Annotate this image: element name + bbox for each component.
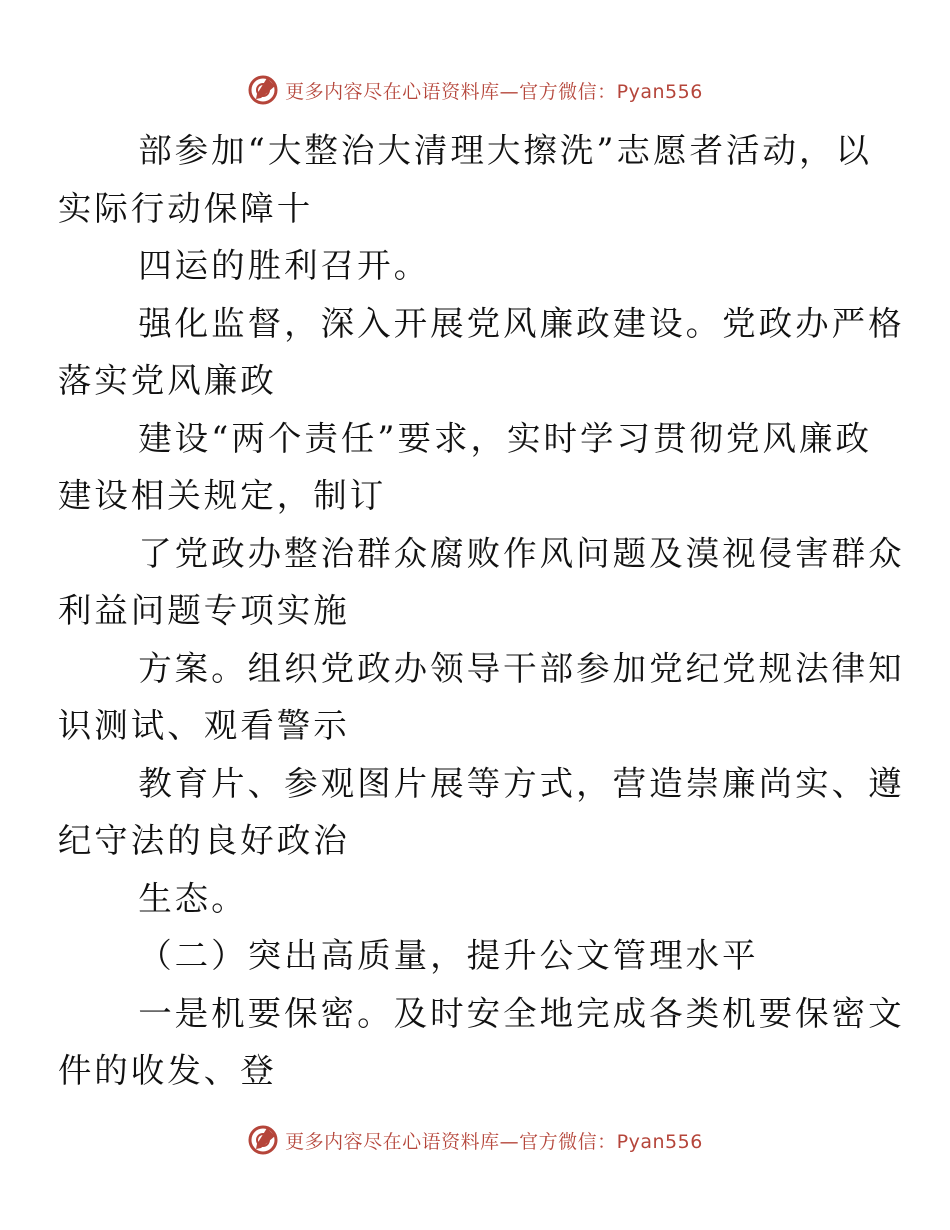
footer-watermark [0,1120,950,1160]
text-line: 实际行动保障十 [57,188,314,228]
text-line: 识测试、观看警示 [57,706,350,745]
text-line: 了党政办整治群众腐败作风问题及漠视侵害群众 [138,533,905,573]
text-line: 一是机要保密。及时安全地完成各类机要保密文 [138,993,905,1033]
pen-logo-icon [247,1124,279,1156]
text-line: 件的收发、登 [57,1051,277,1090]
text-line: 四运的胜利召开。 [138,246,431,285]
text-line: 方案。组织党政办领导干部参加党纪党规法律知 [138,648,905,688]
paragraph [57,755,905,870]
text-line: 落实党风廉政 [57,361,277,400]
watermark-text: 更多内容尽在心语资料库—官方微信：Pyan556 [285,80,703,103]
paragraph [98,870,858,928]
paragraph [57,295,905,410]
text-line: 纪守法的良好政治 [57,821,350,860]
header-watermark [0,70,950,110]
text-line: 部参加“大整治大清理大擦洗”志愿者活动，以 [138,131,872,170]
paragraph [57,525,905,640]
section-heading [98,927,858,985]
text-line: 利益问题专项实施 [57,591,350,630]
text-line: 教育片、参观图片展等方式，营造崇廉尚实、遵 [138,763,905,803]
text-line: 建设“两个责任”要求，实时学习贯彻党风廉政 [138,418,872,458]
paragraph [57,640,905,755]
text-line: 建设相关规定，制订 [57,476,387,515]
document-body [57,122,905,1100]
text-line: （二）突出高质量，提升公文管理水平 [138,936,759,975]
pen-logo-icon [247,74,279,106]
paragraph [57,410,872,525]
text-line: 强化监督，深入开展党风廉政建设。党政办严格 [138,303,905,343]
paragraph [57,122,872,237]
paragraph [57,985,905,1100]
text-line: 生态。 [138,878,248,918]
paragraph [98,237,858,295]
watermark-text: 更多内容尽在心语资料库—官方微信：Pyan556 [285,1130,703,1153]
